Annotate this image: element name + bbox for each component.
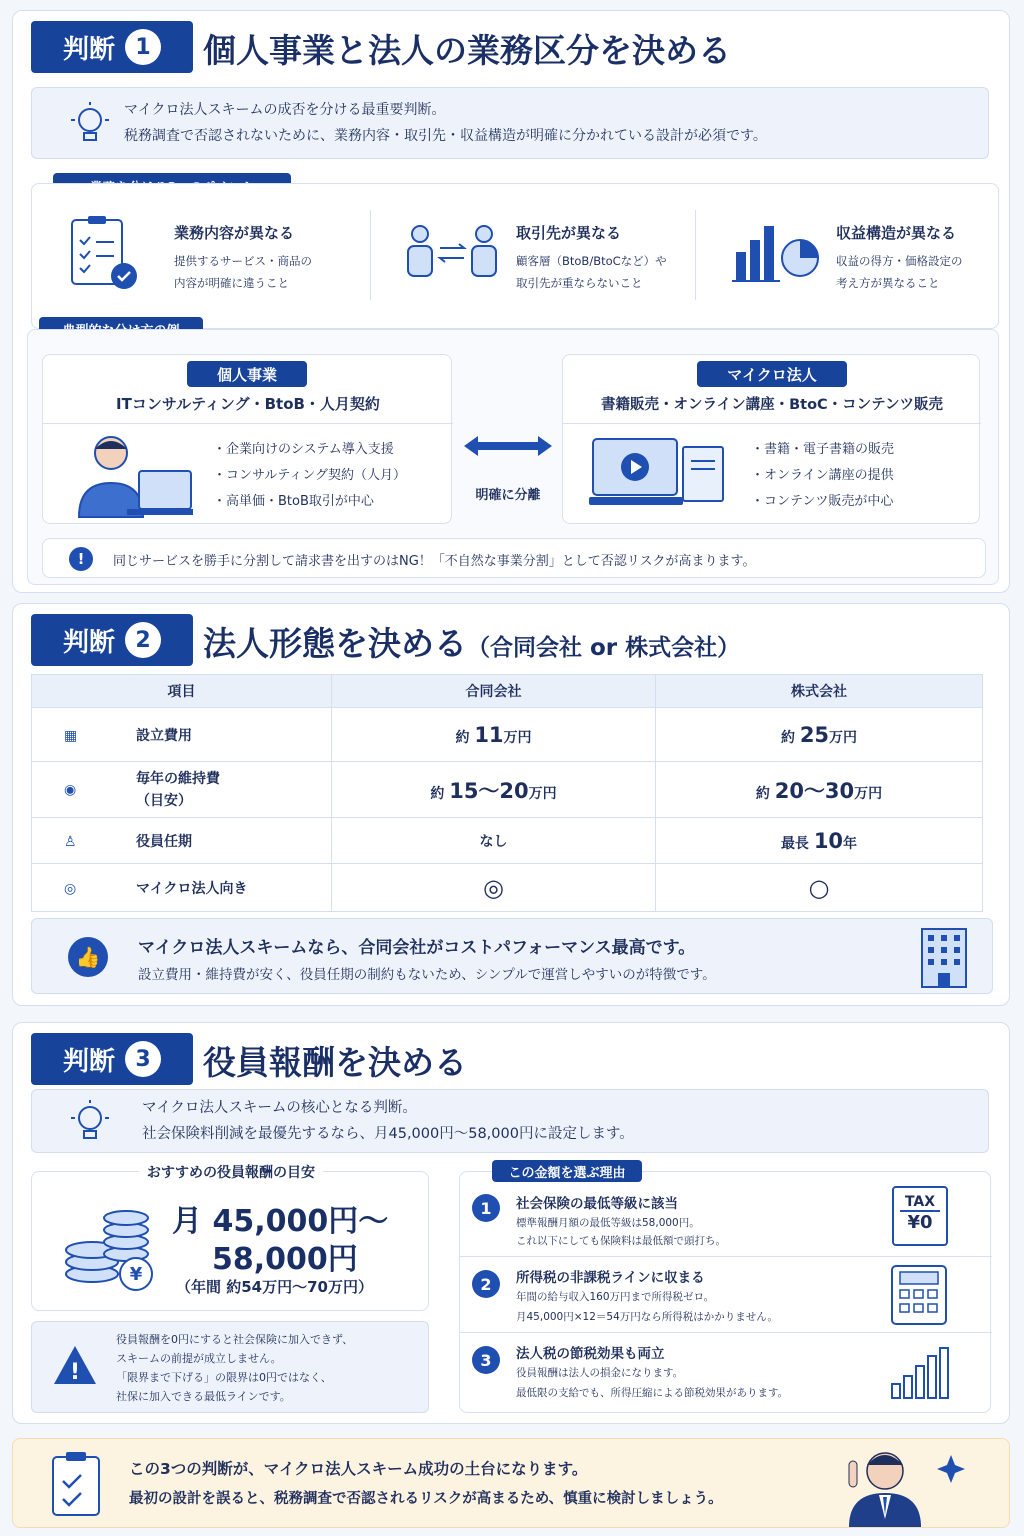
calculator-icon: ▦	[64, 727, 78, 744]
item-label: 設立費用	[136, 727, 192, 744]
note-line-2: 社会保険料削減を最優先するなら、月45,000円～58,000円に設定します。	[142, 1126, 634, 1142]
recommended-amount-card	[31, 1165, 429, 1311]
col-kabushiki: 株式会社	[656, 675, 983, 708]
separate-label: 明確に分離	[475, 488, 541, 503]
reason-title-2: 所得税の非課税ラインに収まる	[516, 1270, 705, 1286]
key-note	[31, 1089, 989, 1153]
title-sub: （合同会社 or 株式会社）	[467, 635, 741, 661]
section-decision-1	[12, 10, 1010, 593]
tag-number: 3	[125, 1041, 161, 1077]
item-label: 毎年の維持費	[136, 770, 220, 787]
ng-warning-text: 同じサービスを勝手に分割して請求書を出すのはNG！「不自然な事業分割」として否認リスクが高まります。	[113, 554, 756, 569]
prefix: 最長	[780, 835, 809, 852]
corp-tag: マイクロ法人	[697, 361, 847, 387]
corp-item-3: ・コンテンツ販売が中心	[751, 494, 894, 509]
person-laptop-icon	[67, 431, 195, 521]
footer-line-2: 最初の設計を誤ると、税務調査で否認されるリスクが高まるため、慎重に検討しましょう。	[129, 1491, 723, 1507]
exclamation-icon: !	[69, 547, 93, 571]
businessman-icon	[833, 1441, 973, 1527]
point-title-3: 収益構造が異なる	[836, 224, 957, 242]
reason-number: 2	[472, 1270, 500, 1298]
reason-desc-2a: 年間の給与収入160万円まで所得税ゼロ。	[516, 1291, 715, 1303]
clipboard-check-icon	[49, 1449, 105, 1519]
warn-line: 役員報酬を0円にすると社会保険に加入できず、	[116, 1333, 354, 1346]
svg-text:!: !	[69, 1360, 81, 1385]
prefix: 約	[780, 729, 795, 746]
tax-value: ¥0	[907, 1212, 933, 1233]
thumbs-up-icon: 👍	[68, 937, 108, 977]
personal-box	[42, 354, 452, 524]
col-godo: 合同会社	[332, 675, 656, 708]
tag-number: 1	[125, 29, 161, 65]
recommend-sub: 設立費用・維持費が安く、役員任期の制約もないため、シンプルで運営しやすいのが特徴です。	[138, 967, 716, 983]
footer-line-1: この3つの判断が、マイクロ法人スキーム成功の土台になります。	[129, 1460, 588, 1478]
row-item	[32, 818, 332, 864]
reason-desc-2b: 月45,000円×12＝54万円なら所得税はかかりません。	[516, 1311, 778, 1323]
reasons-card	[459, 1165, 991, 1413]
circle-mark: ○	[808, 873, 830, 902]
zero-warning-text	[116, 1330, 353, 1406]
growth-chart-icon	[888, 1346, 950, 1400]
col-item: 項目	[32, 675, 332, 708]
note-line-1: マイクロ法人スキームの核心となる判断。	[142, 1100, 417, 1116]
row-item	[32, 708, 332, 762]
amount-range-1: 月 45,000円～	[172, 1204, 389, 1239]
personal-item-1: ・企業向けのシステム導入支援	[213, 442, 394, 457]
point-desc-2b: 取引先が重ならないこと	[516, 276, 643, 290]
warn-line: 社保に加入できる最低ラインです。	[116, 1390, 291, 1403]
personal-sub: ITコンサルティング・BtoB・人月契約	[116, 395, 380, 413]
coins-yen-icon	[62, 1204, 158, 1294]
godo-cell	[332, 818, 656, 864]
value: 15～20	[449, 778, 529, 803]
unit: 年	[843, 835, 858, 852]
corp-item-1: ・書籍・電子書籍の販売	[751, 442, 895, 457]
decision-tag-2	[31, 614, 193, 666]
value: 10	[813, 828, 844, 853]
godo-cell	[332, 762, 656, 818]
section-decision-2	[12, 603, 1010, 1006]
personal-tag: 個人事業	[187, 361, 307, 387]
row-item	[32, 762, 332, 818]
warn-line: スキームの前提が成立しません。	[116, 1352, 282, 1365]
prefix: 約	[755, 785, 770, 802]
title-main: 法人形態を決める	[203, 624, 467, 663]
recommend-label: おすすめの役員報酬の目安	[139, 1165, 323, 1181]
section-decision-3	[12, 1022, 1010, 1424]
prefix: 約	[455, 729, 470, 746]
tax-label: TAX	[900, 1194, 940, 1212]
laptop-book-icon	[589, 435, 729, 513]
annual-amount: （年間 約54万円～70万円）	[176, 1278, 373, 1296]
reason-title-3: 法人税の節税効果も両立	[516, 1346, 665, 1362]
tag-number: 2	[125, 622, 161, 658]
tag-label: 判断	[62, 627, 115, 658]
point-desc-2a: 顧客層（BtoB/BtoCなど）や	[516, 254, 667, 268]
lightbulb-icon	[68, 1098, 112, 1146]
bar-pie-chart-icon	[732, 218, 822, 284]
corp-box	[562, 354, 980, 524]
point-desc-1a: 提供するサービス・商品の	[174, 254, 312, 268]
unit: 万円	[528, 785, 557, 802]
lightbulb-icon	[68, 100, 112, 148]
warn-line: 「限界まで下げる」の限界は0円ではなく、	[116, 1371, 332, 1384]
item-label: マイクロ法人向き	[136, 880, 248, 897]
corp-sub: 書籍販売・オンライン講座・BtoC・コンテンツ販売	[601, 397, 943, 413]
personal-item-2: ・コンサルティング契約（人月）	[213, 468, 407, 483]
target-icon: ◎	[64, 880, 77, 897]
item-label: 役員任期	[136, 833, 192, 850]
svg-text:¥: ¥	[129, 1264, 143, 1285]
section-title: 個人事業と法人の業務区分を決める	[203, 31, 731, 70]
note-line-1: マイクロ法人スキームの成否を分ける最重要判断。	[124, 102, 446, 118]
personal-item-3: ・高単価・BtoB取引が中心	[213, 494, 374, 509]
person-icon: ♙	[64, 833, 77, 850]
decision-tag-3	[31, 1033, 193, 1085]
point-desc-3a: 収益の得方・価格設定の	[836, 254, 963, 268]
item-label-2: （目安）	[136, 792, 192, 809]
reason-desc-3b: 最低限の支給でも、所得圧縮による節税効果があります。	[516, 1387, 789, 1399]
value: なし	[479, 833, 508, 850]
building-icon	[912, 925, 976, 989]
point-title-2: 取引先が異なる	[516, 224, 622, 242]
point-desc-3b: 考え方が異なること	[836, 276, 940, 290]
reason-desc-1a: 標準報酬月額の最低等級は58,000円。	[516, 1217, 700, 1229]
section-title	[203, 618, 740, 665]
points-card	[31, 183, 999, 329]
checklist-icon	[68, 214, 138, 294]
unit: 万円	[854, 785, 883, 802]
unit: 万円	[503, 729, 532, 746]
table-row	[32, 708, 983, 762]
point-title-1: 業務内容が異なる	[174, 224, 295, 242]
company-type-table	[31, 674, 983, 912]
reason-number: 3	[472, 1346, 500, 1374]
table-row	[32, 818, 983, 864]
godo-cell	[332, 864, 656, 912]
table-row	[32, 762, 983, 818]
decision-tag-1	[31, 21, 193, 73]
prefix: 約	[430, 785, 445, 802]
table-row	[32, 864, 983, 912]
point-desc-1b: 内容が明確に違うこと	[174, 276, 289, 290]
key-note	[31, 87, 989, 159]
reason-desc-1b: これ以下にしても保険料は最低額で頭打ち。	[516, 1235, 726, 1247]
double-circle-mark: ◎	[483, 873, 504, 902]
double-arrow-icon	[462, 434, 554, 458]
value: 25	[799, 722, 830, 747]
people-exchange-icon	[404, 222, 500, 282]
value: 20～30	[774, 778, 855, 803]
godo-cell	[332, 708, 656, 762]
reason-title-1: 社会保険の最低等級に該当	[516, 1196, 678, 1212]
tag-label: 判断	[62, 34, 115, 65]
unit: 万円	[829, 729, 858, 746]
amount-range-2: 58,000円	[212, 1242, 358, 1277]
ng-warning	[42, 538, 986, 578]
reason-number: 1	[472, 1194, 500, 1222]
reason-label: この金額を選ぶ理由	[492, 1160, 642, 1182]
corp-item-2: ・オンライン講座の提供	[751, 468, 894, 483]
note-line-2: 税務調査で否認されないために、業務内容・取引先・収益構造が明確に分かれている設計が必須です。	[124, 128, 767, 144]
recommend-main: マイクロ法人スキームなら、合同会社がコストパフォーマンス最高です。	[138, 938, 696, 958]
recommend-note	[31, 918, 993, 994]
kabu-cell	[656, 762, 983, 818]
zero-warning	[31, 1321, 429, 1413]
section-title: 役員報酬を決める	[203, 1043, 467, 1082]
kabu-cell	[656, 818, 983, 864]
footer-summary	[12, 1438, 1010, 1528]
kabu-cell	[656, 864, 983, 912]
example-card	[27, 329, 999, 585]
kabu-cell	[656, 708, 983, 762]
tag-label: 判断	[62, 1046, 115, 1077]
coins-icon: ◉	[64, 781, 77, 798]
reason-desc-3a: 役員報酬は法人の損金になります。	[516, 1367, 684, 1379]
value: 11	[474, 722, 504, 747]
tax-zero-icon	[892, 1186, 948, 1246]
calculator-icon	[890, 1264, 948, 1326]
warning-triangle-icon	[52, 1344, 98, 1386]
row-item	[32, 864, 332, 912]
